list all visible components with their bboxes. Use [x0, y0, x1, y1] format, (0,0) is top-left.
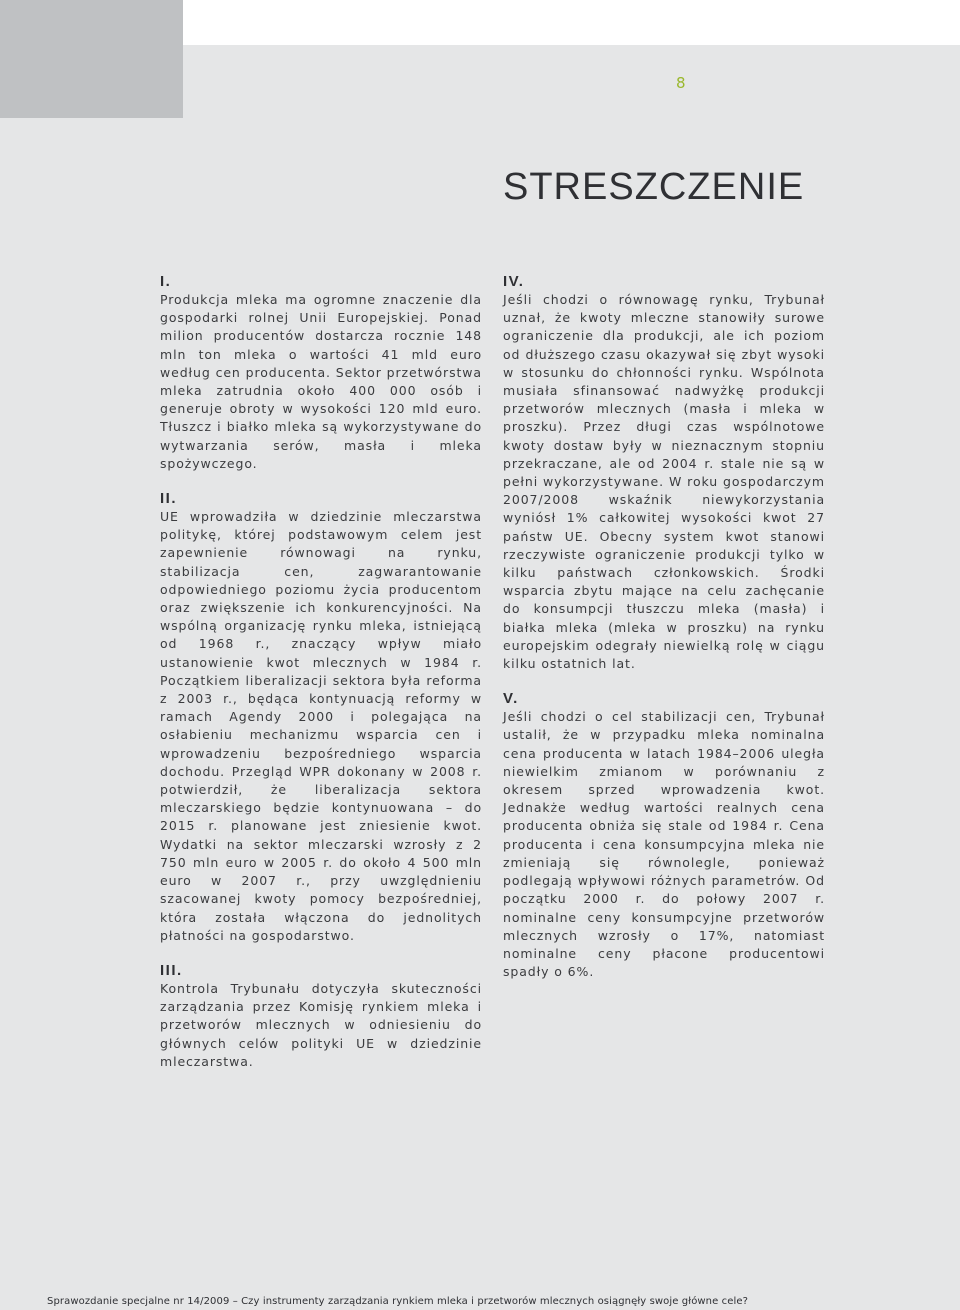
- right-column: [503, 273, 825, 981]
- section-paragraph: Jeśli chodzi o równowagę rynku, Trybunał uznał, że kwoty mleczne stanowiły surowe ograniczenie dla produkcji, ale ich poziom od dłuższego czasu okazywał się zbyt wysoki w stosunku do chłonności rynku. Wspólnota musiała sfinansować nadwyżkę produkcji przetworów mlecznych (masła i mleka w proszku). Przez długi czas wspólnotowe kwoty dostaw były w nieznacznym stopniu przekraczane, ale od 2004 r. stale nie są w pełni wykorzystywane. W roku gospodarczym 2007/2008 wskaźnik niewykorzystania wyniósł 1% całkowitej wysokości kwot 27 państw UE. Obecny system kwot stanowi rzeczywiste ograniczenie produkcji tylko w kilku państwach członkowskich. Środki wsparcia zbytu mające na celu zachęcanie do konsumpcji tłuszczu mleka (masła) i białka mleka (mleka w proszku) na rynku europejskim odegrały niewielką rolę w ciągu kilku ostatnich lat.: [503, 292, 825, 672]
- section-heading: II.: [160, 490, 178, 508]
- section-iv: [503, 273, 825, 673]
- section-ii: [160, 490, 482, 945]
- section-paragraph: UE wprowadziła w dziedzinie mleczarstwa politykę, której podstawowym celem jest zapewnienie równowagi na rynku, stabilizacja cen, zagwarantowanie odpowiedniego poziomu życia producentom oraz zwiększenie ich konkurencyjności. Na wspólną organizację rynku mleka, istniejącą od 1968 r., znaczący wpływ miało ustanowienie kwot mlecznych w 1984 r. Początkiem liberalizacji sektora była reforma z 2003 r., będąca kontynuacją reformy w ramach Agendy 2000 i polegająca na osłabieniu mechanizmu wsparcia cen i wprowadzeniu bezpośredniego wsparcia dochodu. Przegląd WPR dokonany w 2008 r. potwierdził, że liberalizacja sektora mleczarskiego będzie kontynuowana – do 2015 r. planowane jest zniesienie kwot. Wydatki na sektor mleczarski wzrosły z 2 750 mln euro w 2005 r. do około 4 500 mln euro w 2007 r., przy uwzględnieniu szacowanej kwoty pomocy bezpośredniej, która została włączona do jednolitych płatności na gospodarstwo.: [160, 509, 482, 943]
- section-heading: III.: [160, 961, 183, 979]
- section-paragraph: Produkcja mleka ma ogromne znaczenie dla gospodarki rolnej Unii Europejskiej. Ponad milion producentów dostarcza rocznie 148 mln ton mleka o wartości 41 mld euro według cen producenta. Sektor przetwórstwa mleka zatrudnia około 400 000 osób i generuje obroty w wysokości 120 mld euro. Tłuszcz i białko mleka są wykorzystywane do wytwarzania serów, masła i mleka spożywczego.: [160, 292, 482, 471]
- section-heading: IV.: [503, 273, 525, 290]
- section-heading: V.: [503, 690, 519, 708]
- section-v: [503, 690, 825, 981]
- footer-citation: Sprawozdanie specjalne nr 14/2009 – Czy instrumenty zarządzania rynkiem mleka i przetworów mlecznych osiągnęły swoje główne cele?: [47, 1296, 749, 1307]
- page-title: STRESZCZENIE: [503, 166, 805, 208]
- corner-decoration: [0, 0, 183, 118]
- section-paragraph: Jeśli chodzi o cel stabilizacji cen, Trybunał ustalił, że w przypadku mleka nominalna cena producenta w latach 1984–2006 uległa niewielkim zmianom w porównaniu z okresem sprzed wprowadzenia kwot. Jednakże według wartości realnych cena producenta obniża się stale od 1984 r. Cena producenta i cena konsumpcyjna mleka nie zmieniają się równolegle, ponieważ podlegają wpływowi różnych parametrów. Od początku 2000 r. do połowy 2007 r. nominalne ceny konsumpcyjne przetworów mlecznych wzrosły o 17%, natomiast nominalne ceny płacone producentowi spadły o 6%.: [503, 709, 825, 980]
- section-paragraph: Kontrola Trybunału dotyczyła skuteczności zarządzania przez Komisję rynkiem mleka i przetworów mlecznych w odniesieniu do głównych celów polityki UE w dziedzinie mleczarstwa.: [160, 980, 482, 1069]
- section-i: [160, 273, 482, 473]
- page-number: 8: [676, 74, 686, 92]
- top-band: [183, 0, 960, 45]
- left-column: [160, 273, 482, 1071]
- section-heading: I.: [160, 273, 172, 290]
- section-iii: [160, 962, 482, 1071]
